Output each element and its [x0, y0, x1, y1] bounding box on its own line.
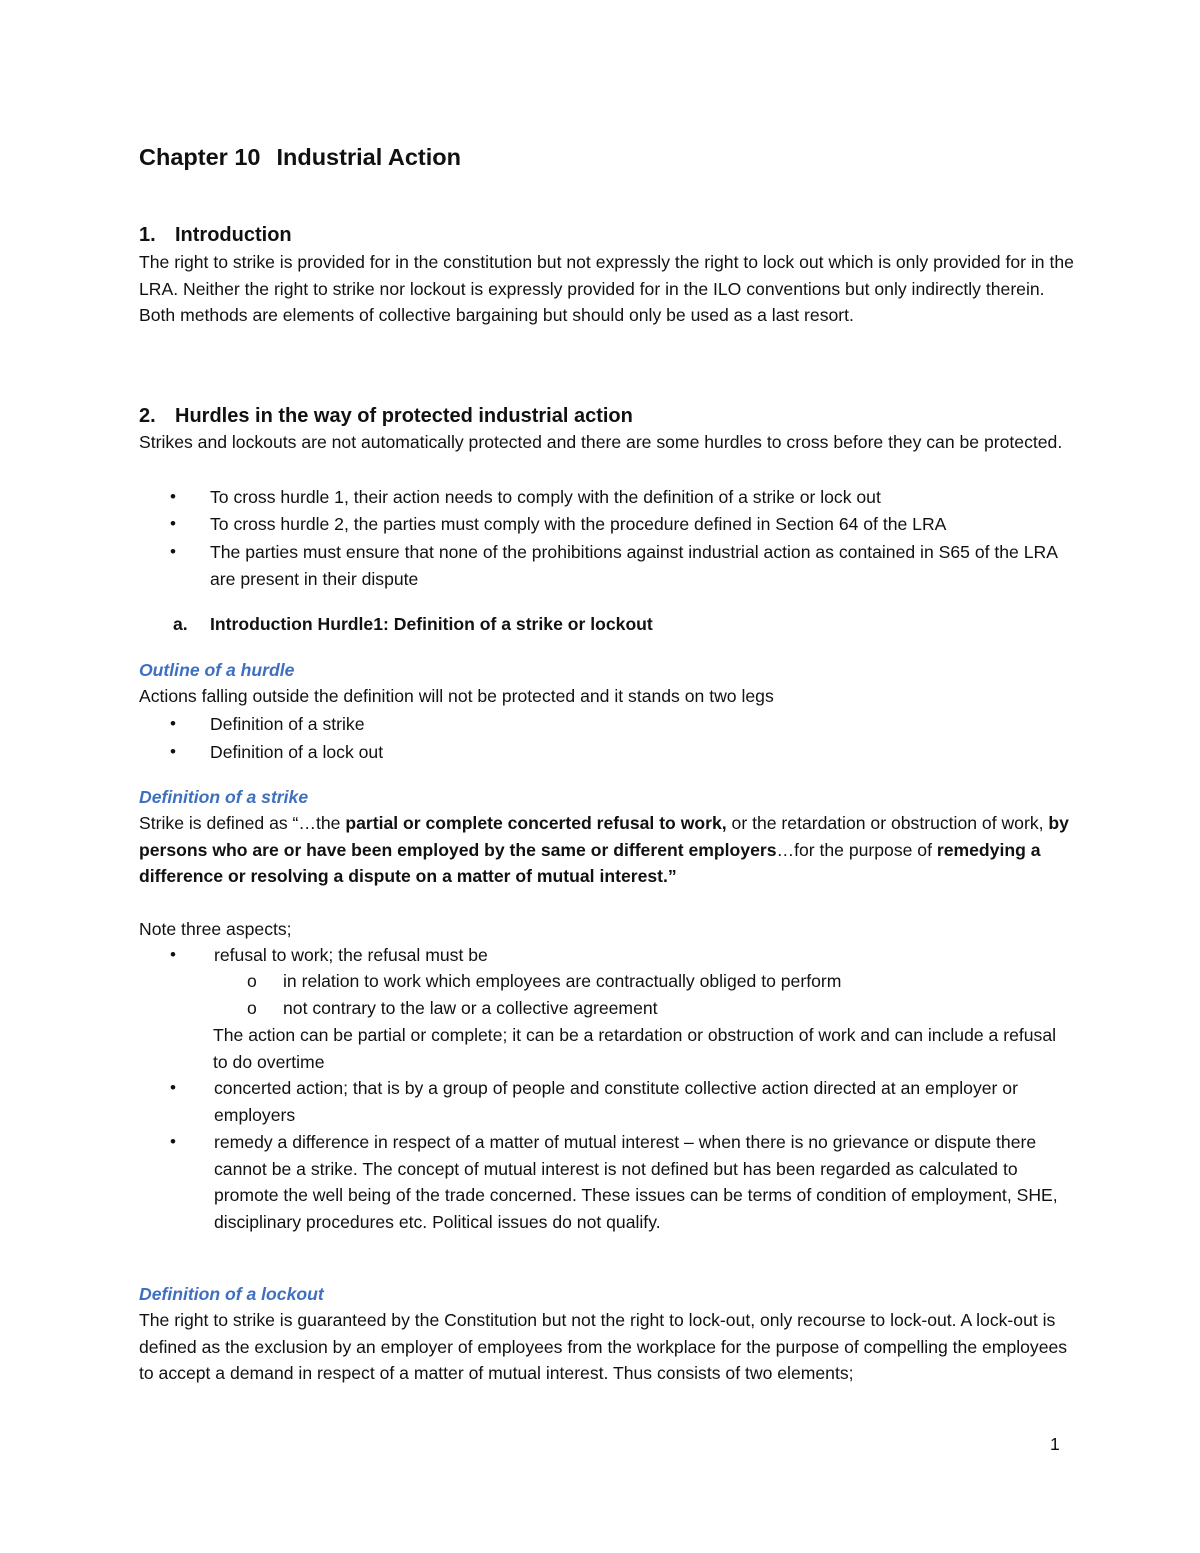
lockout-heading: Definition of a lockout	[139, 1284, 324, 1304]
bullet-icon: •	[170, 742, 176, 761]
bullet-icon: •	[170, 514, 176, 533]
bullet-icon: •	[170, 1132, 176, 1151]
chapter-name: Industrial Action	[276, 144, 461, 170]
bullet-icon: •	[170, 487, 176, 506]
circle-bullet-icon: o	[247, 998, 257, 1018]
chapter-title	[139, 142, 1079, 172]
bullet-icon: •	[170, 945, 176, 964]
document-page: Chapter 10 Industrial Action 1. Introduction The right to strike is provided for in the constitution but not expressly the right to lock out which is only provided for in the LRA. Neither the right to strike nor lockout is expressly provided for in the ILO conventions but only indirectly therein. Both methods are elements of collective bargaining but should only be used as a last resort. 2. Hurdles in the way of protected industrial action Strikes and lockouts are not automatically protected and there are some hurdles to cross before they can be protected. • To cross hurdle 1, their action needs to comply with the definition of a strike or lock out • To cross hurdle 2, the parties must comply with the procedure defined in Section 64 of the LRA • The parties must ensure that none of the prohibitions against industrial action as contained in S65 of the LRA are present in their dispute a. Introduction Hurdle1: Definition of a strike or lockout Outline of a hurdle Actions falling outside the definition will not be protected and it stands on two legs • Definition of a strike • Definition of a lock out Definition of a strike Strike is defined as “…the partial or complete concerted refusal to work, or the retardation or obstruction of work, by persons who are or have been employed by the same or different employers…for the purpose of remedying a difference or resolving a dispute on a matter of mutual interest.” Note three aspects; • refusal to work; the refusal must be o in relation to work which employees are contractually obliged to perform o not contrary to the law or a collective agreement The action can be partial or complete; it can be a retardation or obstruction of work and can include a refusal to do overtime • concerted action; that is by a group of people and constitute collective action directed at an employer or employers • remedy a difference in respect of a matter of mutual interest – when there is no grievance or dispute there cannot be a strike. The concept of mutual interest is not defined but has been regarded as calculated to promote the well being of the trade concerned. These issues can be terms of condition of employment, SHE, disciplinary procedures etc. Political issues do not qualify. Definition of a lockout The right to strike is guaranteed by the Constitution but not the right to lock-out, only recourse to lock-out. A lock-out is defined as the exclusion by an employer of employees from the workplace for the purpose of compelling the employees to accept a demand in respect of a matter of mutual interest. Thus consists of two elements; 1	[0, 0, 1200, 1553]
bullet-continuation: The action can be partial or complete; it can be a retardation or obstruction of work and can include a refusal to do overtime	[213, 1025, 1057, 1072]
subsection-a-heading: a. Introduction Hurdle1: Definition of a strike or lockout	[173, 614, 653, 634]
outline-heading: Outline of a hurdle	[139, 660, 295, 680]
bullet-icon: •	[170, 542, 176, 561]
strike-heading: Definition of a strike	[139, 787, 309, 807]
strike-definition: Strike is defined as “…the partial or complete concerted refusal to work, or the retardation or obstruction of work, by persons who are or have been employed by the same or different employers…for the purpose of remedying a difference or resolving a dispute on a matter of mutual interest.”	[139, 813, 1069, 886]
bullet-icon: •	[170, 714, 176, 733]
page-number: 1	[1050, 1434, 1060, 1454]
section-1-heading: 1. Introduction	[139, 224, 292, 246]
outline-paragraph: Actions falling outside the definition will not be protected and it stands on two legs	[139, 686, 774, 706]
note-text: Note three aspects;	[139, 919, 292, 939]
chapter-number: Chapter 10	[139, 144, 261, 170]
lockout-paragraph: The right to strike is guaranteed by the Constitution but not the right to lock-out, only recourse to lock-out. A lock-out is defined as the exclusion by an employer of employees from the workplace for the purpose of compelling the employees to accept a demand in respect of a matter of mutual interest. Thus consists of two elements;	[139, 1310, 1068, 1383]
section-1-paragraph: The right to strike is provided for in the constitution but not expressly the right to lock out which is only provided for in the LRA. Neither the right to strike nor lockout is expressly provided for in the ILO conventions but only indirectly therein. Both methods are elements of collective bargaining but should only be used as a last resort.	[139, 252, 1074, 325]
circle-bullet-icon: o	[247, 971, 257, 991]
section-2-heading: 2. Hurdles in the way of protected industrial action	[139, 405, 633, 427]
section-2-paragraph: Strikes and lockouts are not automatically protected and there are some hurdles to cross before they can be protected.	[139, 432, 1063, 452]
bullet-icon: •	[170, 1078, 176, 1097]
